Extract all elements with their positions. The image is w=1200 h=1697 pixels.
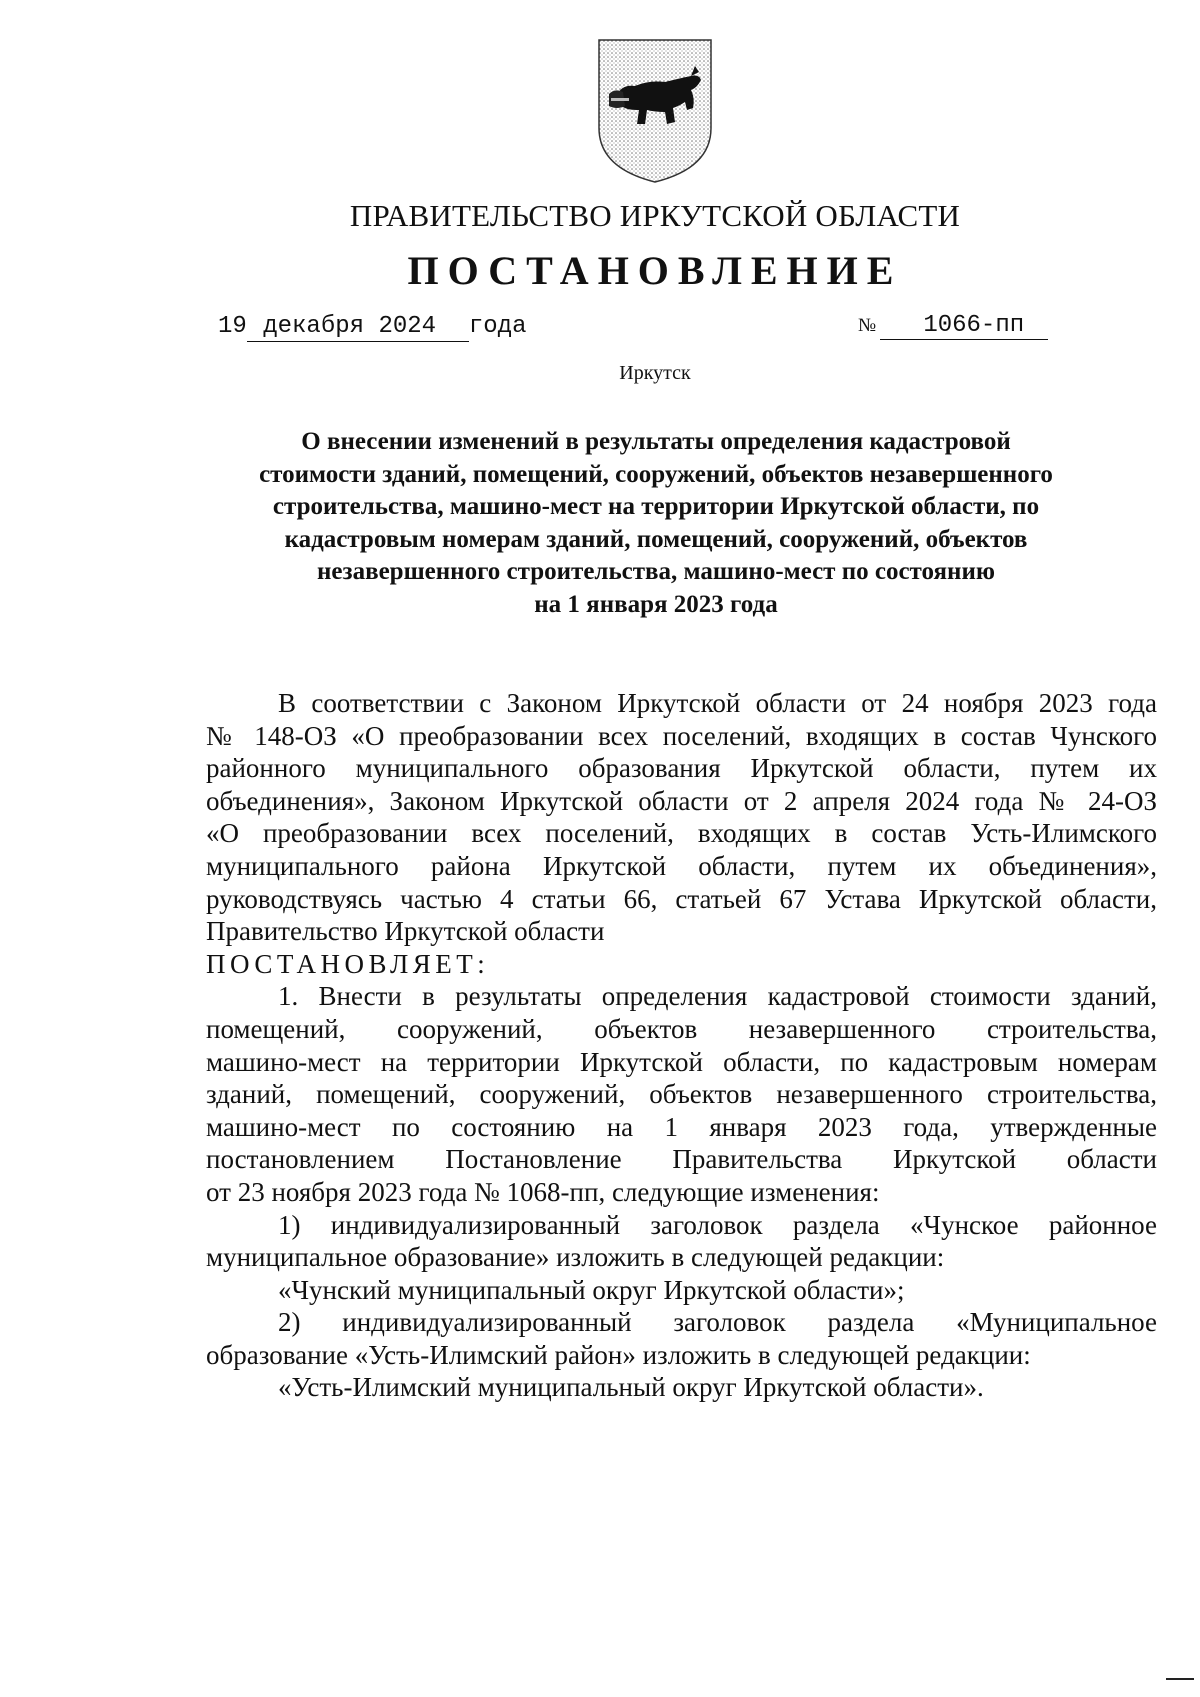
- subject-line: кадастровым номерам зданий, помещений, сооружений, объектов: [284, 525, 1028, 553]
- body-line: Правительство Иркутской области: [206, 916, 605, 947]
- subject-line: стоимости зданий, помещений, сооружений, объектов незавершенного: [259, 460, 1053, 488]
- date-day: 19: [218, 313, 247, 340]
- document-number: [858, 313, 1053, 340]
- subject-line: О внесении изменений в результаты определения кадастровой: [301, 428, 1011, 455]
- body-line: «Чунский муниципальный округ Иркутской области»;: [278, 1274, 905, 1305]
- body-line: В соответствии с Законом Иркутской области от 24 ноября 2023 года: [278, 688, 1157, 718]
- document-body: [206, 687, 1157, 1404]
- resolves-heading: ПОСТАНОВЛЯЕТ:: [206, 948, 490, 979]
- number-sign: №: [858, 315, 877, 336]
- body-line: № 148-ОЗ «О преобразовании всех поселений, входящих в состав Чунского: [206, 720, 1157, 751]
- document-type-title: ПОСТАНОВЛЕНИЕ: [407, 248, 903, 293]
- body-line: «Усть-Илимский муниципальный округ Иркутской области».: [278, 1372, 984, 1403]
- subject-line: незавершенного строительства, машино-мест по состоянию: [317, 558, 995, 585]
- date-month-year: декабря 2024: [247, 314, 469, 342]
- subject-line: на 1 января 2023 года: [534, 590, 778, 618]
- subject-line: строительства, машино-мест на территории Иркутской области, по: [272, 493, 1040, 520]
- document-date: [218, 313, 526, 342]
- body-line: помещений, сооружений, объектов незавершенного строительства,: [206, 1013, 1157, 1044]
- body-line: объединения», Законом Иркутской области от 2 апреля 2024 года № 24-ОЗ: [206, 785, 1157, 816]
- date-suffix: года: [468, 313, 527, 340]
- number-value: 1066-пп: [880, 313, 1048, 340]
- body-line: 1. Внести в результаты определения кадастровой стоимости зданий,: [278, 981, 1157, 1012]
- document-city: Иркутск: [619, 362, 691, 384]
- body-line: 2) индивидуализированный заголовок раздела «Муниципальное: [278, 1307, 1157, 1338]
- document-subject: [206, 426, 1106, 621]
- body-line: районного муниципального образования Иркутской области, путем их: [206, 753, 1157, 784]
- body-line: руководствуясь частью 4 статьи 66, статьей 67 Устава Иркутской области,: [206, 883, 1157, 914]
- body-line: 1) индивидуализированный заголовок раздела «Чунское районное: [278, 1209, 1157, 1240]
- body-line: постановлением Постановление Правительства Иркутской области: [206, 1144, 1157, 1175]
- page-corner-mark: [1166, 1678, 1194, 1680]
- body-line: от 23 ноября 2023 года № 1068-пп, следующие изменения:: [206, 1176, 880, 1207]
- government-title: ПРАВИТЕЛЬСТВО ИРКУТСКОЙ ОБЛАСТИ: [349, 198, 961, 233]
- body-line: зданий, помещений, сооружений, объектов незавершенного строительства,: [206, 1079, 1157, 1110]
- coat-of-arms-emblem: [595, 36, 715, 186]
- body-line: муниципального района Иркутской области, путем их объединения»,: [206, 850, 1157, 881]
- body-line: «О преобразовании всех поселений, входящих в состав Усть-Илимского: [206, 818, 1157, 849]
- body-line: муниципальное образование» изложить в следующей редакции:: [206, 1242, 945, 1273]
- body-line: машино-мест на территории Иркутской области, по кадастровым номерам: [206, 1046, 1157, 1077]
- body-line: машино-мест по состоянию на 1 января 2023 года, утвержденные: [206, 1111, 1157, 1142]
- body-line: образование «Усть-Илимский район» изложить в следующей редакции:: [206, 1339, 1031, 1370]
